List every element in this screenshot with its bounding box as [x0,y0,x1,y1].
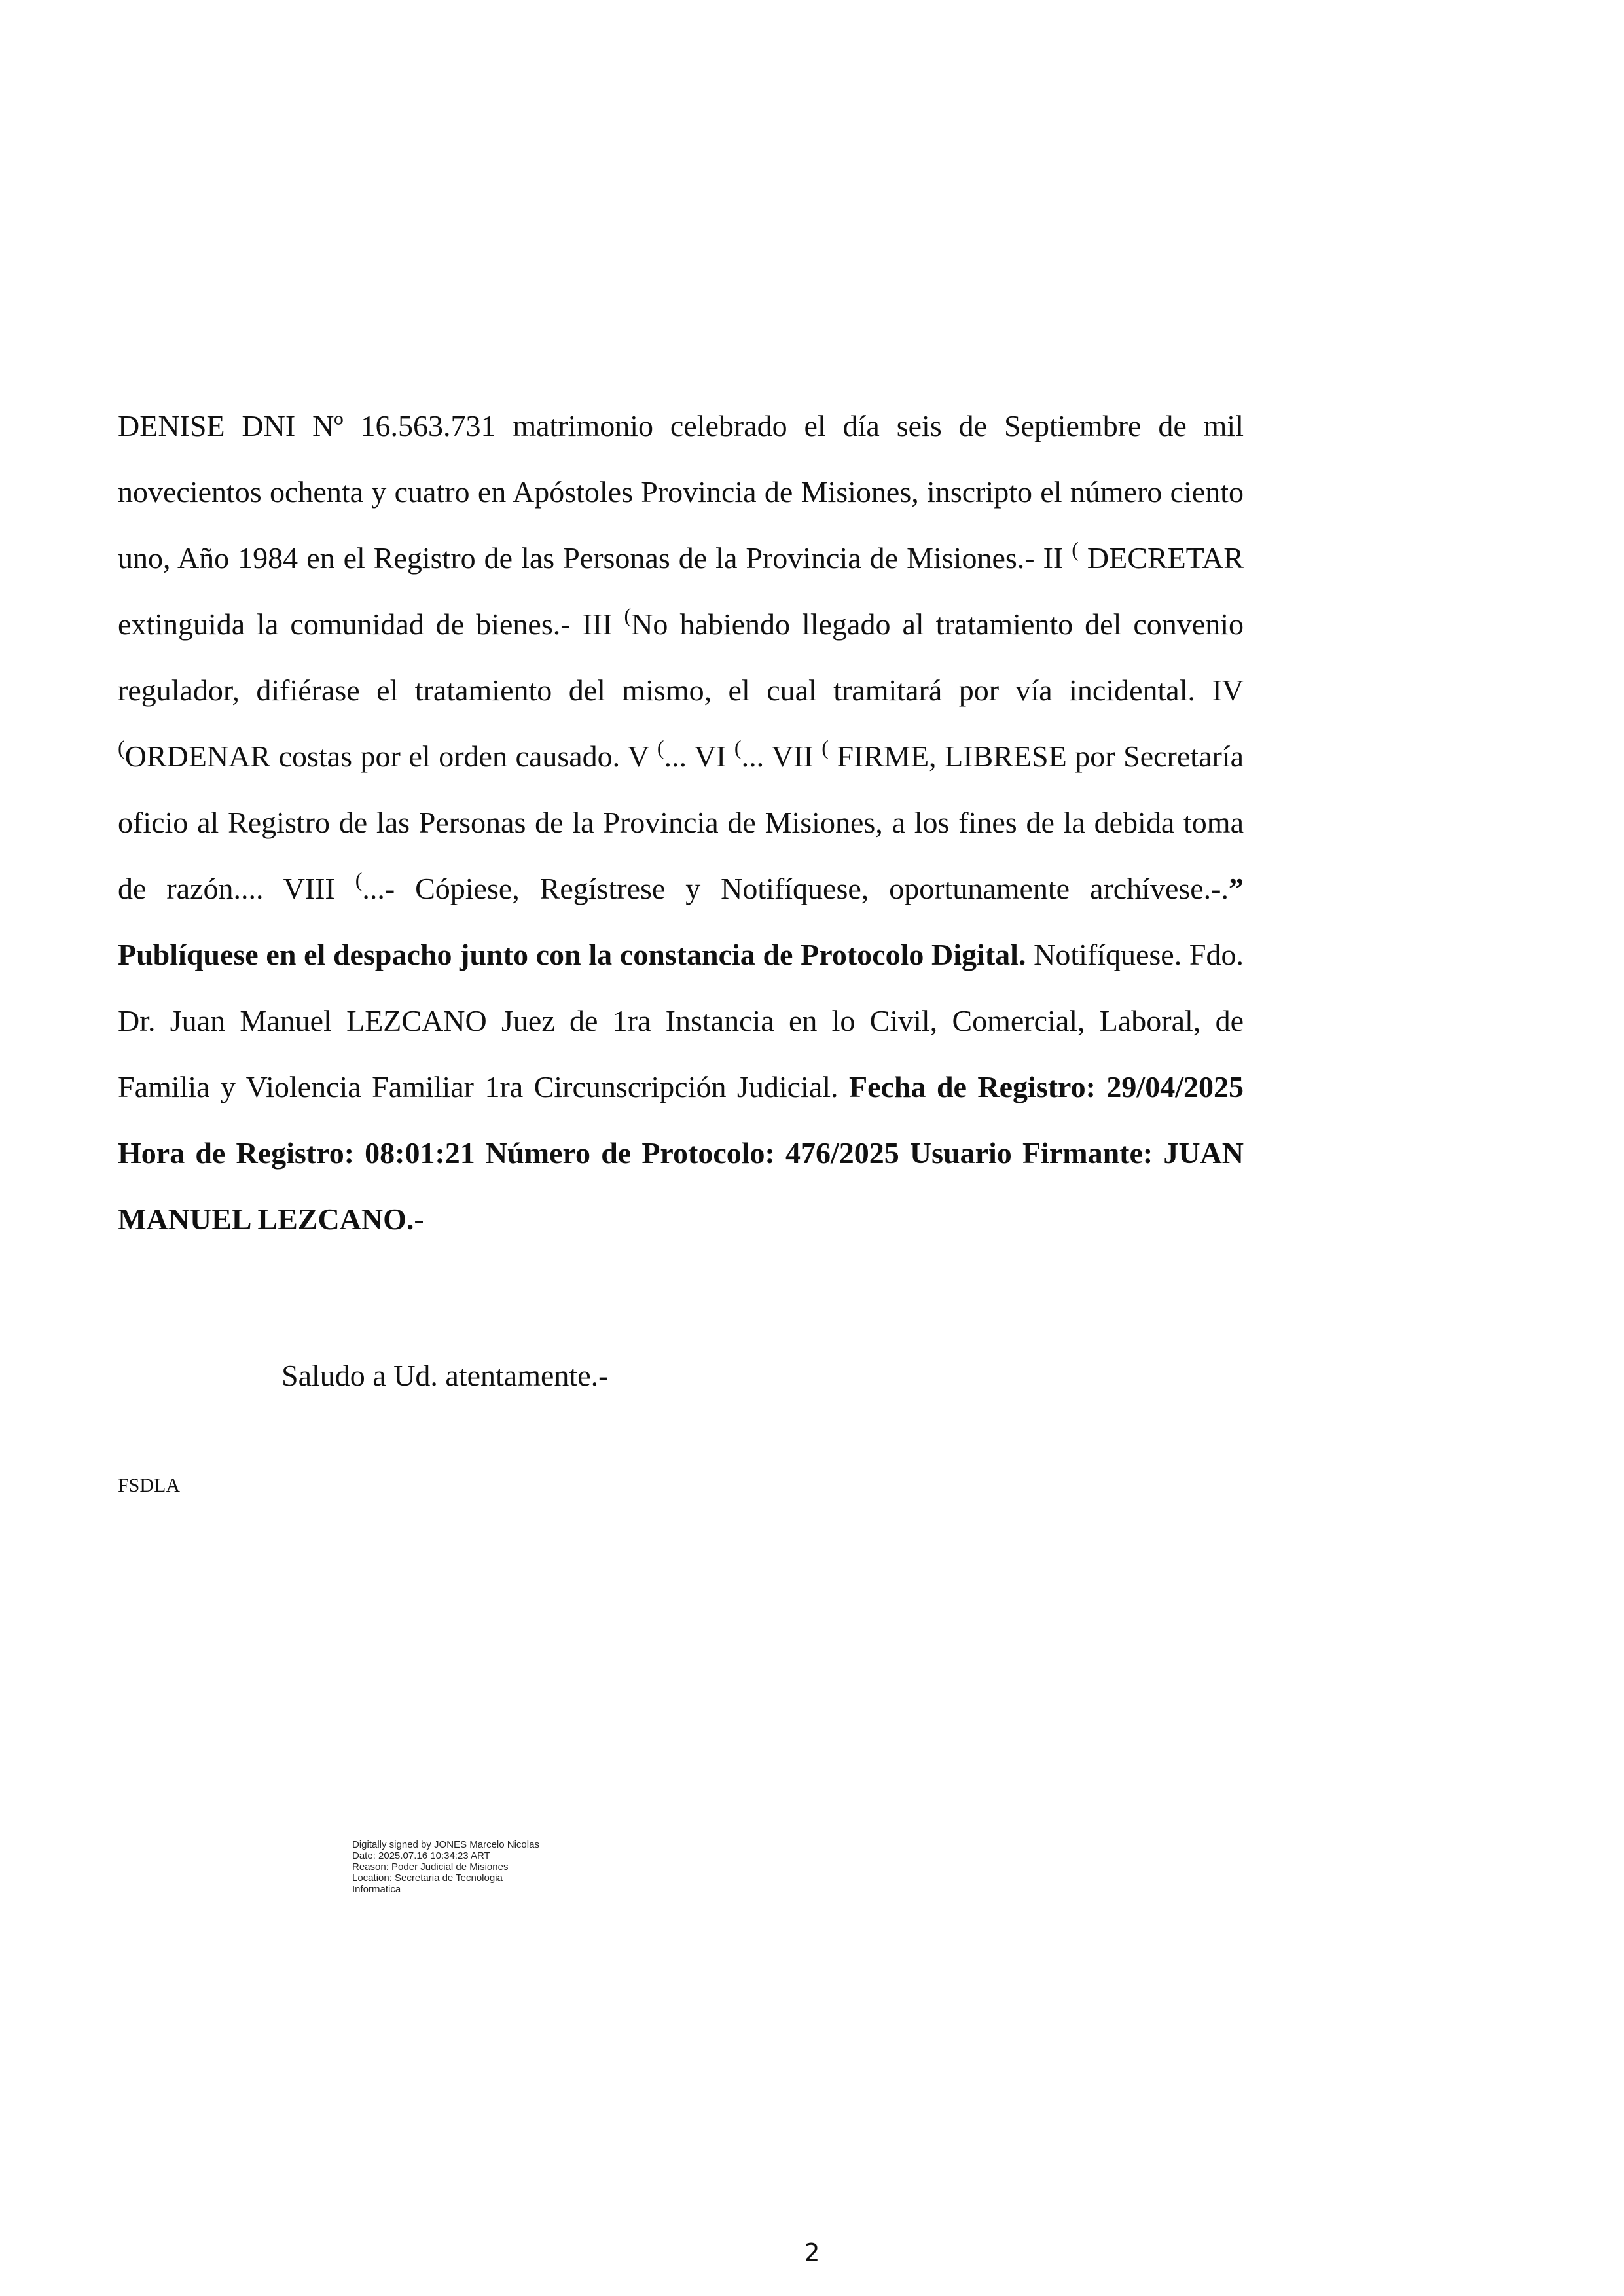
closing-salutation: Saludo a Ud. atentamente.- [281,1359,609,1392]
page-number: 2 [804,2238,820,2267]
open-paren-mark: ( [624,603,632,627]
document-body [118,393,1244,1252]
signature-signer: Digitally signed by JONES Marcelo Nicolas [352,1839,539,1850]
signature-location: Location: Secretaria de Tecnologia [352,1873,503,1884]
open-paren-mark: ( [734,736,742,759]
author-initials: FSDLA [118,1475,181,1496]
body-segment: No habiendo llegado al tratamiento del convenio regulador, difiérase el tratamiento del mismo, el cual tramitará por vía incidental. IV [118,607,1244,707]
body-segment: ORDENAR costas por el orden causado. V [124,740,657,773]
body-segment: DENISE DNI Nº 16.563.731 matrimonio celebrado el día seis de Septiembre de mil novecientos ochenta y cuatro en Apóstoles Provincia de Misiones, inscripto el número ciento uno, Año 1984 en el Registro de las Personas de la Provincia de Misiones.- II [118,409,1244,575]
body-segment: ...- Cópiese, Regístrese y Notifíquese, oportunamente archívese.-. [362,872,1229,905]
signature-reason: Reason: Poder Judicial de Misiones [352,1861,509,1873]
open-paren-mark: ( [821,736,829,759]
open-paren-mark: ( [1072,537,1079,561]
body-segment: ... VI [664,740,734,773]
body-segment: Notifíquese. Fdo. Dr. Juan Manuel LEZCANO Juez de 1ra Instancia en lo Civil, Comercial, Laboral, de Familia y Violencia Familiar 1ra Circunscripción Judicial. [118,938,1244,1103]
publication-order-bold: ” Publíquese en el despacho junto con la constancia de Protocolo Digital. [118,872,1244,971]
body-segment: DECRETAR extinguida la comunidad de bienes.- III [118,541,1244,641]
open-paren-mark: ( [657,736,664,759]
open-paren-mark: ( [118,736,125,759]
signature-date: Date: 2025.07.16 10:34:23 ART [352,1850,490,1861]
registry-info-bold: Fecha de Registro: 29/04/2025 Hora de Registro: 08:01:21 Número de Protocolo: 476/2025 Usuario Firmante: JUAN MANUEL LEZCANO.- [118,1070,1244,1236]
body-segment: ... VII [741,740,822,773]
digital-signature-block [352,1839,539,1895]
body-segment: FIRME, LIBRESE por Secretaría oficio al Registro de las Personas de la Provincia de Misiones, a los fines de la debida toma de razón.... VIII [118,740,1244,905]
signature-location-cont: Informatica [352,1884,401,1895]
open-paren-mark: ( [355,868,363,891]
